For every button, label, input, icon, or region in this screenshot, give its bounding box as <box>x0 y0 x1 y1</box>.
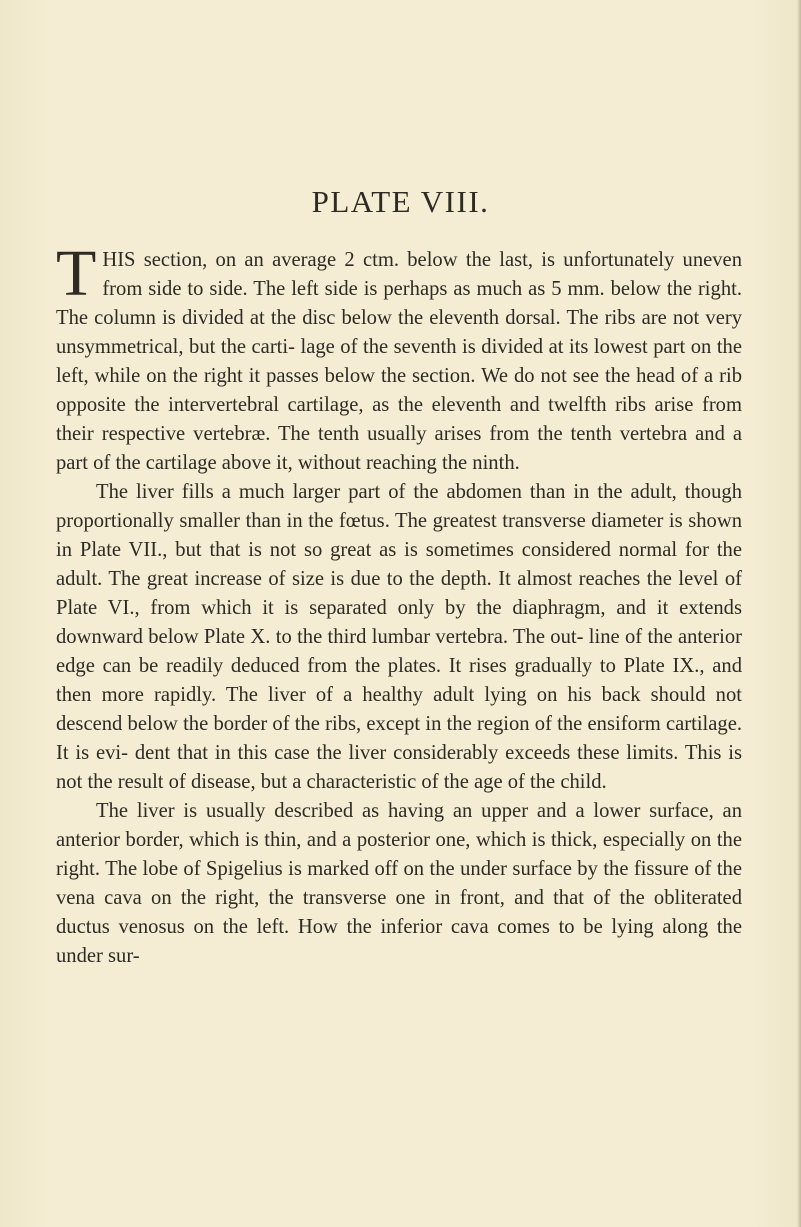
body-text <box>56 237 742 971</box>
page-title: PLATE VIII. <box>311 184 490 219</box>
paragraph-3: The liver is usually described as having an upper and a lower surface, an anterior border, which is thin, and a posterior one, which is thick, especially on the right. The lobe of Spigelius is marked off on the under surface by the fissure of the vena cava on the right, the transverse one in front, and that of the obliterated ductus venosus on the left. How the inferior cava comes to be lying along the under sur- <box>56 800 742 967</box>
paragraph-2: The liver fills a much larger part of the abdomen than in the adult, though proportionally smaller than in the fœtus. The greatest transverse diameter is shown in Plate VII., but that is not so great as is sometimes considered normal for the adult. The great increase of size is due to the depth. It almost reaches the level of Plate VI., from which it is separated only by the diaphragm, and it extends downward below Plate X. to the third lumbar vertebra. The out- line of the anterior edge can be readily deduced from the plates. It rises gradually to Plate IX., and then more rapidly. The liver of a healthy adult lying on his back should not descend below the border of the ribs, except in the region of the ensiform cartilage. It is evi- dent that in this case the liver considerably exceeds these limits. This is not the result of disease, but a characteristic of the age of the child. <box>56 481 742 793</box>
paragraph-1-text: HIS section, on an average 2 ctm. below the last, is unfortunately uneven from side to side. The left side is perhaps as much as 5 mm. below the right. The column is divided at the disc below the eleventh dorsal. The ribs are not very unsymmetrical, but the carti- lage of the seventh is divided at its lowest part on the left, while on the right it passes below the section. We do not see the head of a rib opposite the intervertebral cartilage, as the eleventh and twelfth ribs arise from their respective vertebræ. The tenth usually arises from the tenth vertebra and a part of the cartilage above it, without reaching the ninth. <box>56 249 742 474</box>
drop-cap: T <box>56 237 97 310</box>
paragraph-1 <box>56 237 742 478</box>
